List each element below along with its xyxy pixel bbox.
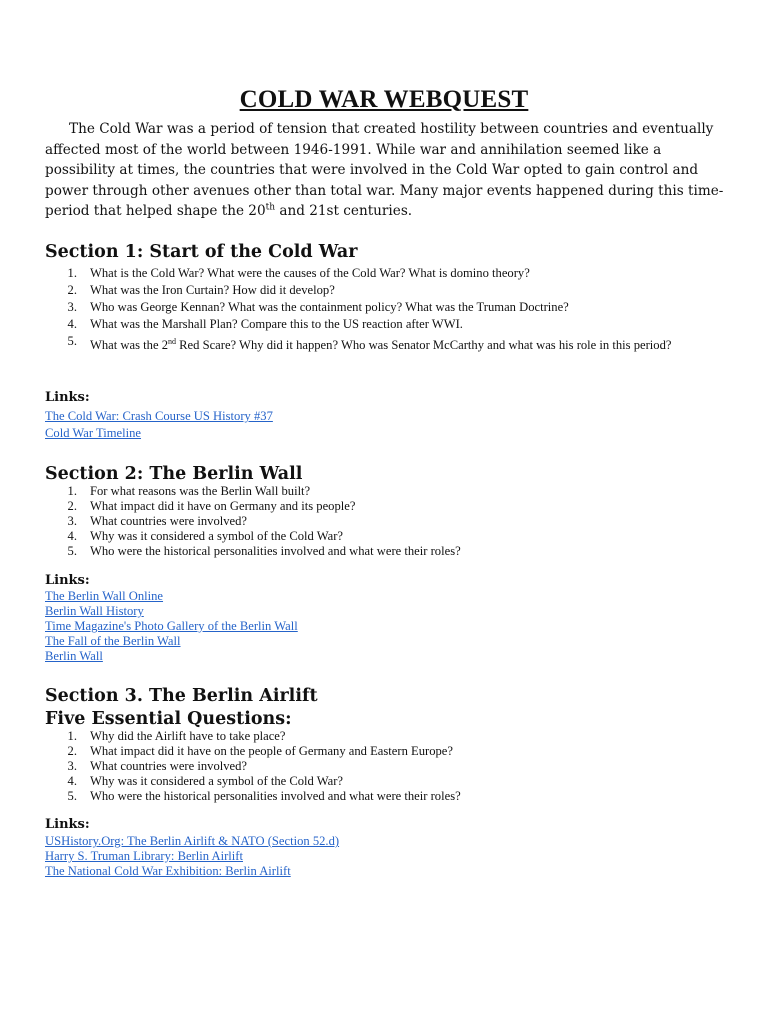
question-text: Why did the Airlift have to take place? [90, 729, 286, 743]
link-ushistory-berlin-airlift[interactable]: USHistory.Org: The Berlin Airlift & NATO (Section 52.d) [45, 834, 340, 848]
question-item [45, 774, 705, 789]
question-item [45, 529, 705, 544]
section-2-questions [45, 484, 705, 559]
question-item [45, 514, 705, 529]
question-number: 1. [67, 484, 77, 498]
question-text: Why was it considered a symbol of the Cold War? [90, 529, 344, 543]
question-text: What countries were involved? [90, 514, 248, 528]
question-item [45, 744, 705, 759]
question-item [45, 300, 705, 315]
link-berlin-wall-online[interactable]: The Berlin Wall Online [45, 589, 164, 603]
question-item [45, 499, 705, 514]
intro-superscript: th [265, 202, 276, 213]
question-item [45, 484, 705, 499]
section-2-links-label: Links: [45, 573, 90, 588]
link-cold-war-timeline[interactable]: Cold War Timeline [45, 426, 142, 440]
question-text [90, 334, 705, 353]
question-number: 3. [67, 300, 77, 314]
question-number: 2. [67, 744, 77, 758]
section-1-links [45, 409, 273, 441]
section-1-questions [45, 266, 705, 353]
question-text: Who was George Kennan? What was the containment policy? What was the Truman Doctrine? [90, 300, 569, 314]
question-text-part: Red Scare? Why did it happen? Who was Senator McCarthy and what was his role in this period? [176, 338, 672, 353]
question-item [45, 729, 705, 744]
question-superscript: nd [168, 337, 176, 346]
question-text: What is the Cold War? What were the causes of the Cold War? What is domino theory? [90, 266, 530, 280]
link-time-photo-gallery[interactable]: Time Magazine's Photo Gallery of the Berlin Wall [45, 619, 298, 633]
question-item [45, 334, 705, 353]
section-3-heading: Section 3. The Berlin Airlift [45, 686, 318, 706]
question-text: What impact did it have on Germany and its people? [90, 499, 356, 513]
question-item [45, 759, 705, 774]
intro-text: The Cold War was a period of tension that created hostility between countries and eventually affected most of the world between 1946-1991. While war and annihilation seemed like a possibility at times, the countries that were involved in the Cold War opted to gain control and power through other avenues other than total war. Many major events happened during this time-period that helped shape the 20 [45, 121, 724, 220]
question-number: 4. [67, 529, 77, 543]
section-3-links-label: Links: [45, 817, 90, 832]
question-item [45, 544, 705, 559]
question-number: 3. [67, 514, 77, 528]
question-text: Why was it considered a symbol of the Cold War? [90, 774, 344, 788]
question-number: 5. [67, 544, 77, 558]
link-national-cold-war-exhibition[interactable]: The National Cold War Exhibition: Berlin Airlift [45, 864, 291, 878]
intro-text-end: and 21st centuries. [275, 203, 413, 220]
section-3-questions [45, 729, 705, 804]
question-number: 4. [67, 774, 77, 788]
question-number: 1. [67, 729, 77, 743]
question-text: What impact did it have on the people of Germany and Eastern Europe? [90, 744, 453, 758]
section-2-heading: Section 2: The Berlin Wall [45, 464, 303, 484]
link-berlin-wall-history[interactable]: Berlin Wall History [45, 604, 144, 618]
question-number: 1. [67, 266, 77, 280]
question-text: Who were the historical personalities involved and what were their roles? [90, 789, 461, 803]
section-2-links [45, 589, 298, 664]
question-text: Who were the historical personalities involved and what were their roles? [90, 544, 461, 558]
section-3-links [45, 834, 339, 879]
question-number: 4. [67, 317, 77, 331]
page-title: COLD WAR WEBQUEST [239, 86, 529, 113]
section-3-subheading: Five Essential Questions: [45, 709, 292, 729]
question-number: 3. [67, 759, 77, 773]
link-fall-of-berlin-wall[interactable]: The Fall of the Berlin Wall [45, 634, 181, 648]
link-berlin-wall[interactable]: Berlin Wall [45, 649, 103, 663]
question-text-part: What was the 2 [90, 338, 168, 353]
intro-paragraph [45, 119, 735, 222]
question-text: What was the Iron Curtain? How did it develop? [90, 283, 335, 297]
section-1-links-label: Links: [45, 390, 90, 405]
question-text: What was the Marshall Plan? Compare this to the US reaction after WWI. [90, 317, 463, 331]
question-item [45, 266, 705, 281]
question-text: For what reasons was the Berlin Wall built? [90, 484, 311, 498]
link-truman-library-airlift[interactable]: Harry S. Truman Library: Berlin Airlift [45, 849, 243, 863]
question-number: 5. [67, 334, 77, 348]
question-text: What countries were involved? [90, 759, 248, 773]
question-item [45, 317, 705, 332]
question-item [45, 283, 705, 298]
question-item [45, 789, 705, 804]
section-1-heading: Section 1: Start of the Cold War [45, 242, 358, 262]
link-crash-course[interactable]: The Cold War: Crash Course US History #37 [45, 409, 273, 423]
question-number: 5. [67, 789, 77, 803]
question-number: 2. [67, 499, 77, 513]
question-number: 2. [67, 283, 77, 297]
